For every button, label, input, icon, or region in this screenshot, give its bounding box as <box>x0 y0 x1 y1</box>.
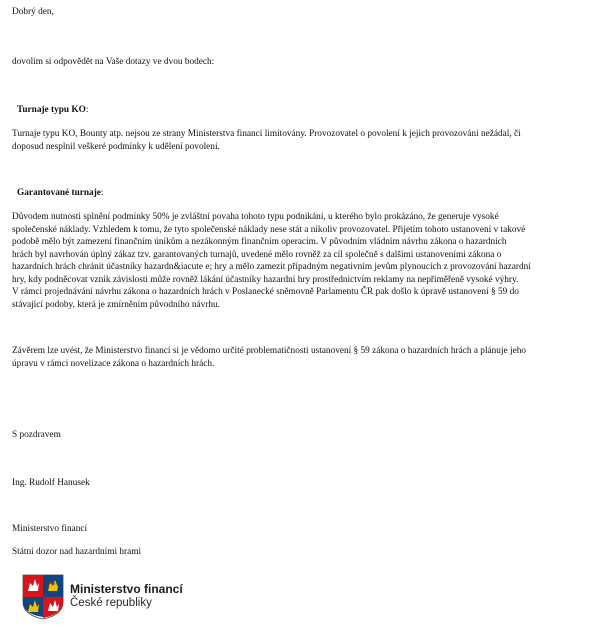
organization-department: Státní dozor nad hazardními hrami <box>12 547 142 557</box>
organization-name: Ministerstvo financí <box>12 524 88 534</box>
section-heading-garantovane-text: Garantované turnaje <box>17 188 101 198</box>
ministry-logo <box>22 574 182 622</box>
section-garantovane-line: hry, kdy podněcovat vznik závislosti může rovněž lákání účastníky hazardní hry prostřednictvím reklamy na nepřiměřeně vysoké výhry. <box>12 274 519 285</box>
section-heading-garantovane-colon: : <box>100 188 104 198</box>
section-garantovane-line: společenské náklady. Vzhledem k tomu, že tyto společenské náklady nese stát a nikoliv provozovatel. Přijetím tohoto ustanovení v takové <box>12 224 526 235</box>
section-garantovane-line: stávající podoby, která je zmírněním původního návrhu. <box>12 299 221 310</box>
section-body-garantovane <box>12 211 582 311</box>
closing-salutation: S pozdravem <box>12 430 61 440</box>
conclusion-paragraph <box>12 345 582 370</box>
conclusion-line: úpravu v rámci novelizace zákona o hazardních hrách. <box>12 358 215 369</box>
section-heading-garantovane <box>17 187 104 200</box>
logo-line-country: České republiky <box>70 597 152 609</box>
section-body-ko <box>12 128 582 153</box>
section-garantovane-line: podobě mělo být zamezení finančním únikům a nezákonným finančním operacím. V původním vládním návrhu zákona o hazardních <box>12 237 507 247</box>
logo-wordmark <box>70 582 183 610</box>
czech-coat-of-arms-icon <box>22 574 64 620</box>
section-garantovane-line: hazardních hrách chránit účastníky hazardn&iacute e; hry a mělo zamezit případným negativním jevům plynoucích z provozování hazardní <box>12 262 531 272</box>
conclusion-line: Závěrem lze uvést, že Ministerstvo financí si je vědomo určité problematičnosti ustanovení § 59 zákona o hazardních hrách a plánuje jeho <box>12 346 526 356</box>
section-ko-line: Turnaje typu KO, Bounty atp. nejsou ze strany Ministerstva financí limitovány. Provozovatel o povolení k jejich provozování nežádal, či <box>12 129 521 139</box>
section-heading-ko <box>17 104 88 117</box>
section-garantovane-line: V rámci projednávání návrhu zákona o hazardních hrách v Poslanecké sněmovně Parlamentu ČR pak došlo k úpravě ustanovení § 59 do <box>12 287 519 297</box>
section-ko-line: doposud nesplnil veškeré podmínky k udělení povolení. <box>12 141 220 152</box>
section-heading-ko-text: Turnaje typu KO <box>17 105 86 115</box>
logo-line-ministry: Ministerstvo financí <box>70 582 183 596</box>
section-garantovane-line: Důvodem nutnosti splnění podmínky 50% je zvláštní povaha tohoto typu podnikání, u kterého bylo prokázáno, že generuje vysoké <box>12 212 499 222</box>
greeting: Dobrý den, <box>12 7 54 17</box>
section-heading-ko-colon: : <box>85 105 89 115</box>
intro-text: dovolím si odpovědět na Vaše dotazy ve dvou bodech: <box>12 57 215 67</box>
signature-name: Ing. Rudolf Hanusek <box>12 478 90 488</box>
section-garantovane-line: hrách byl navrhován úplný zákaz tzv. garantovaných turnajů, uvedené mělo rovněž za cíl společně s dalšími ustanoveními zákona o <box>12 249 502 260</box>
